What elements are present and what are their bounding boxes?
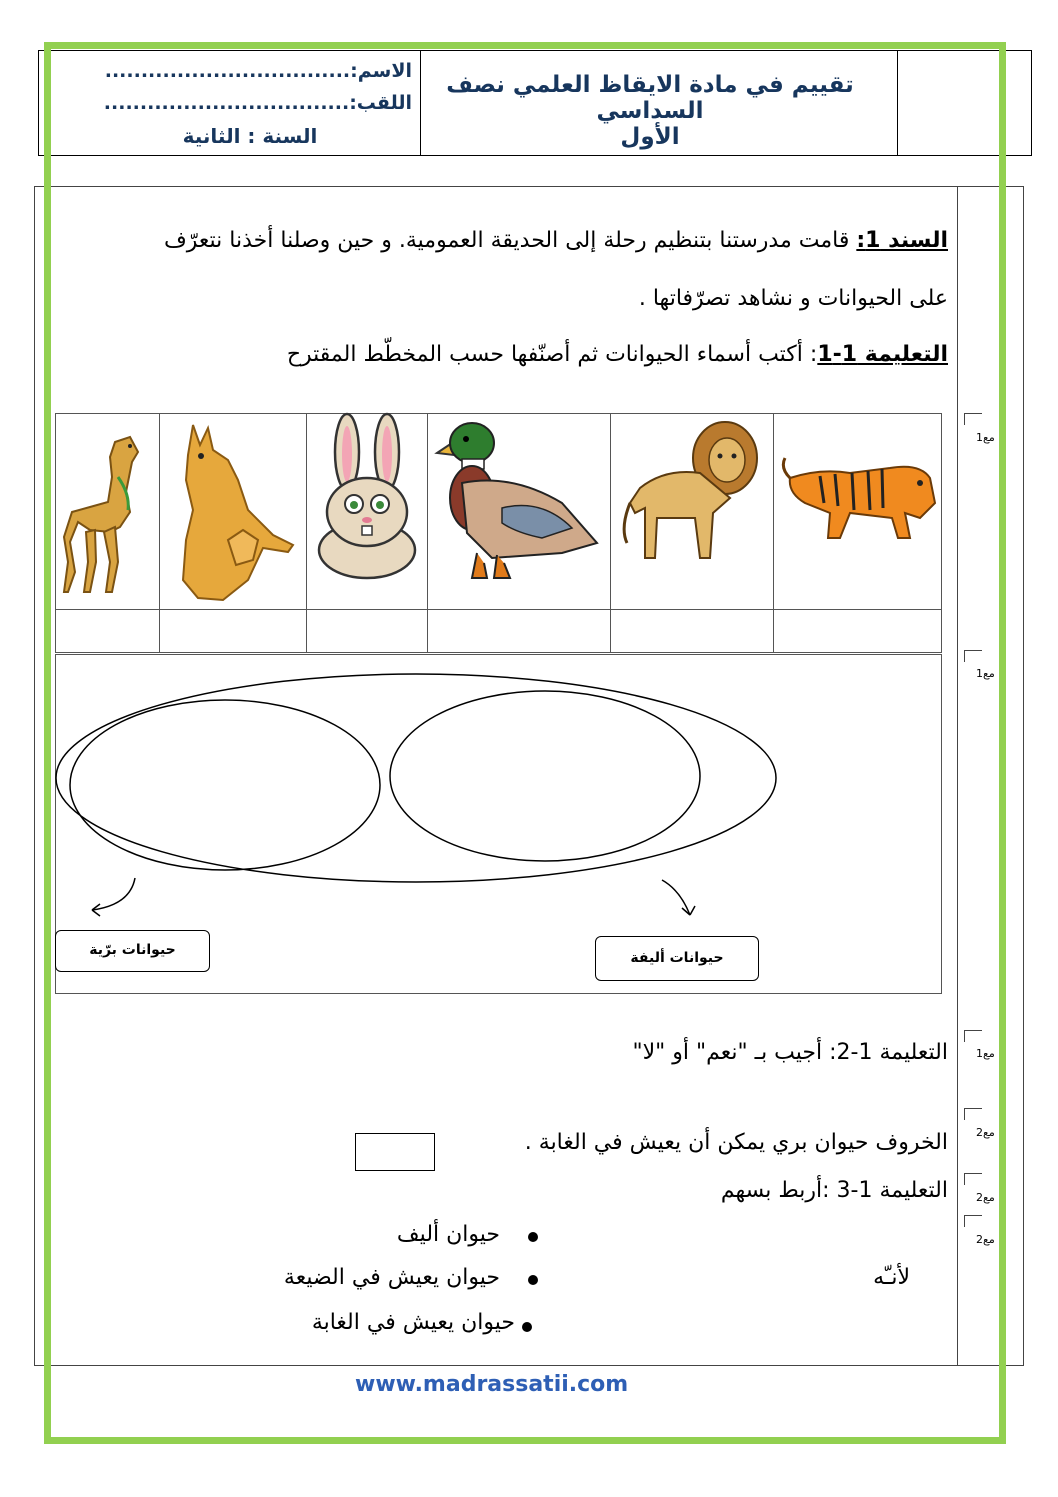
criterion-mark: مع2 <box>976 1233 995 1246</box>
option-farm: حيوان يعيش في الضيعة <box>283 1265 500 1290</box>
year-label: السنة : الثانية <box>182 124 318 148</box>
because-label: لأنـّه <box>873 1265 910 1290</box>
criterion-mark: مع1 <box>976 431 995 444</box>
support-label: السند 1: <box>856 228 948 253</box>
option-forest: حيوان يعيش في الغابة <box>311 1310 515 1335</box>
page-frame <box>44 42 1006 1444</box>
surname-field[interactable]: اللقب:.................................. <box>103 92 412 114</box>
domestic-animals-label: حيوانات أليفة <box>595 936 759 981</box>
criterion-mark: مع1 <box>976 1047 995 1060</box>
wild-animals-label: حيوانات برّية <box>55 930 210 972</box>
option-domestic: حيوان أليف <box>396 1222 500 1247</box>
instruction-2: التعليمة 1-2: أجيب بـ "نعم" أو "لا" <box>632 1040 948 1065</box>
header-title: تقييم في مادة الايقاظ العلمي نصف السداسي الأول <box>446 72 854 150</box>
statement-sheep: الخروف حيوان بري يمكن أن يعيش في الغابة . <box>524 1130 948 1155</box>
instruction-1: التعليمة 1-1: أكتب أسماء الحيوانات ثم أصنّفها حسب المخطّط المقترح <box>286 342 948 367</box>
criterion-mark: مع1 <box>976 667 995 680</box>
footer-url[interactable]: www.madrassatii.com <box>355 1372 629 1397</box>
criterion-mark: مع2 <box>976 1191 995 1204</box>
support-paragraph: السند 1: قامت مدرستنا بتنظيم رحلة إلى الحديقة العمومية. و حين وصلنا أخذنا نتعرّف <box>163 228 948 253</box>
criterion-mark: مع2 <box>976 1126 995 1139</box>
support-line2: على الحيوانات و نشاهد تصرّفاتها . <box>638 286 948 311</box>
instruction-3: التعليمة 1-3 :أربط بسهم <box>720 1178 948 1203</box>
name-field[interactable]: الاسم:.................................. <box>104 60 412 82</box>
